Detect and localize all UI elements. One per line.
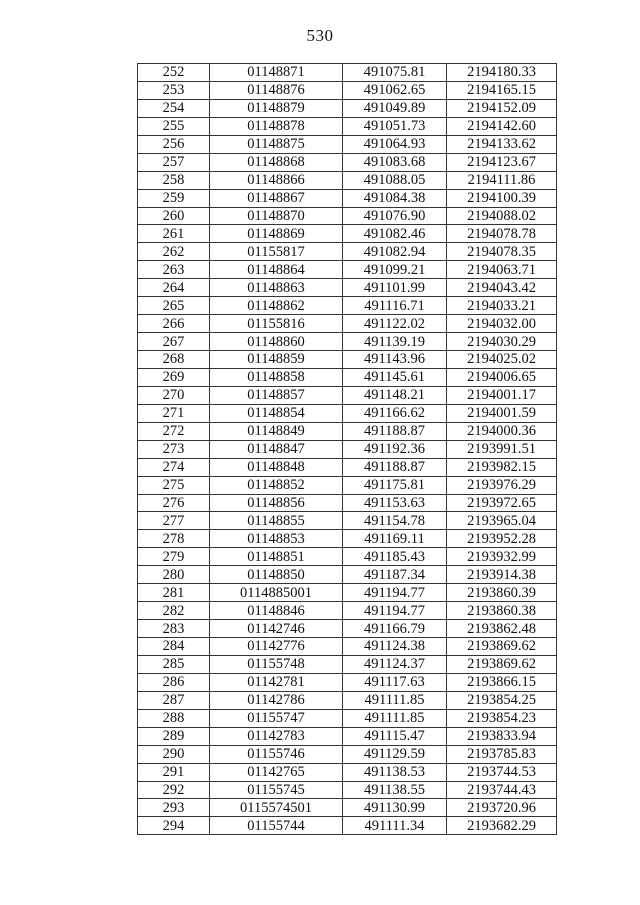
point-id-cell: 01148860 [210,333,343,351]
point-id-cell: 01148854 [210,404,343,422]
table-row [138,64,557,82]
table-row [138,404,557,422]
point-id-cell: 01142776 [210,638,343,656]
table-row [138,153,557,171]
table-row [138,799,557,817]
table-row [138,279,557,297]
y-coordinate-cell: 2194043.42 [447,279,557,297]
point-number-cell: 263 [138,261,210,279]
point-number-cell: 277 [138,512,210,530]
point-id-cell: 01148868 [210,153,343,171]
point-id-cell: 01155748 [210,655,343,673]
table-row [138,691,557,709]
point-id-cell: 01148850 [210,566,343,584]
point-id-cell: 01148879 [210,99,343,117]
x-coordinate-cell: 491145.61 [343,368,447,386]
point-number-cell: 254 [138,99,210,117]
table-row [138,512,557,530]
x-coordinate-cell: 491187.34 [343,566,447,584]
x-coordinate-cell: 491148.21 [343,386,447,404]
y-coordinate-cell: 2194123.67 [447,153,557,171]
table-row [138,171,557,189]
x-coordinate-cell: 491124.38 [343,638,447,656]
point-id-cell: 01148848 [210,458,343,476]
point-number-cell: 278 [138,530,210,548]
x-coordinate-cell: 491088.05 [343,171,447,189]
table-row [138,333,557,351]
point-number-cell: 265 [138,297,210,315]
y-coordinate-cell: 2193869.62 [447,638,557,656]
table-row [138,494,557,512]
y-coordinate-cell: 2194180.33 [447,64,557,82]
point-number-cell: 289 [138,727,210,745]
coordinates-table-body [138,64,557,835]
point-number-cell: 292 [138,781,210,799]
point-number-cell: 273 [138,440,210,458]
point-id-cell: 01148867 [210,189,343,207]
y-coordinate-cell: 2193976.29 [447,476,557,494]
table-row [138,117,557,135]
y-coordinate-cell: 2193785.83 [447,745,557,763]
table-row [138,81,557,99]
x-coordinate-cell: 491115.47 [343,727,447,745]
y-coordinate-cell: 2193952.28 [447,530,557,548]
y-coordinate-cell: 2193972.65 [447,494,557,512]
x-coordinate-cell: 491124.37 [343,655,447,673]
point-id-cell: 01148859 [210,351,343,369]
table-row [138,422,557,440]
point-number-cell: 252 [138,64,210,82]
point-id-cell: 01148878 [210,117,343,135]
y-coordinate-cell: 2193991.51 [447,440,557,458]
point-id-cell: 01148858 [210,368,343,386]
point-number-cell: 267 [138,333,210,351]
y-coordinate-cell: 2193860.38 [447,602,557,620]
point-id-cell: 01148876 [210,81,343,99]
y-coordinate-cell: 2194078.35 [447,243,557,261]
y-coordinate-cell: 2194030.29 [447,333,557,351]
x-coordinate-cell: 491143.96 [343,351,447,369]
point-id-cell: 01148863 [210,279,343,297]
x-coordinate-cell: 491188.87 [343,422,447,440]
x-coordinate-cell: 491194.77 [343,602,447,620]
point-id-cell: 01142786 [210,691,343,709]
point-id-cell: 01148857 [210,386,343,404]
point-number-cell: 258 [138,171,210,189]
table-row [138,261,557,279]
x-coordinate-cell: 491084.38 [343,189,447,207]
y-coordinate-cell: 2194165.15 [447,81,557,99]
point-id-cell: 01155747 [210,709,343,727]
point-number-cell: 287 [138,691,210,709]
point-id-cell: 01148866 [210,171,343,189]
point-number-cell: 272 [138,422,210,440]
table-row [138,135,557,153]
y-coordinate-cell: 2193862.48 [447,620,557,638]
y-coordinate-cell: 2193869.62 [447,655,557,673]
x-coordinate-cell: 491185.43 [343,548,447,566]
y-coordinate-cell: 2194133.62 [447,135,557,153]
point-number-cell: 275 [138,476,210,494]
point-id-cell: 01148852 [210,476,343,494]
table-row [138,566,557,584]
y-coordinate-cell: 2193833.94 [447,727,557,745]
y-coordinate-cell: 2193744.53 [447,763,557,781]
point-number-cell: 286 [138,673,210,691]
y-coordinate-cell: 2193914.38 [447,566,557,584]
point-id-cell: 01148847 [210,440,343,458]
point-id-cell: 01148853 [210,530,343,548]
table-row [138,243,557,261]
table-row [138,458,557,476]
point-id-cell: 01148870 [210,207,343,225]
table-row [138,817,557,835]
y-coordinate-cell: 2194033.21 [447,297,557,315]
point-id-cell: 01148846 [210,602,343,620]
point-id-cell: 01148875 [210,135,343,153]
x-coordinate-cell: 491192.36 [343,440,447,458]
table-row [138,781,557,799]
point-number-cell: 256 [138,135,210,153]
table-row [138,99,557,117]
point-number-cell: 280 [138,566,210,584]
point-id-cell: 01148849 [210,422,343,440]
x-coordinate-cell: 491111.34 [343,817,447,835]
y-coordinate-cell: 2193854.25 [447,691,557,709]
x-coordinate-cell: 491062.65 [343,81,447,99]
y-coordinate-cell: 2194000.36 [447,422,557,440]
point-id-cell: 01148869 [210,225,343,243]
point-number-cell: 285 [138,655,210,673]
point-number-cell: 264 [138,279,210,297]
y-coordinate-cell: 2193744.43 [447,781,557,799]
y-coordinate-cell: 2194100.39 [447,189,557,207]
y-coordinate-cell: 2194032.00 [447,315,557,333]
table-row [138,727,557,745]
table-row [138,207,557,225]
table-row [138,297,557,315]
y-coordinate-cell: 2194001.17 [447,386,557,404]
y-coordinate-cell: 2194142.60 [447,117,557,135]
point-number-cell: 261 [138,225,210,243]
x-coordinate-cell: 491076.90 [343,207,447,225]
point-id-cell: 01148855 [210,512,343,530]
coordinates-table [137,63,557,835]
point-number-cell: 271 [138,404,210,422]
y-coordinate-cell: 2193720.96 [447,799,557,817]
table-row [138,315,557,333]
table-row [138,584,557,602]
y-coordinate-cell: 2193682.29 [447,817,557,835]
point-number-cell: 282 [138,602,210,620]
x-coordinate-cell: 491111.85 [343,709,447,727]
point-number-cell: 293 [138,799,210,817]
point-id-cell: 01148864 [210,261,343,279]
x-coordinate-cell: 491138.55 [343,781,447,799]
x-coordinate-cell: 491049.89 [343,99,447,117]
table-row [138,440,557,458]
point-id-cell: 01155746 [210,745,343,763]
x-coordinate-cell: 491117.63 [343,673,447,691]
point-id-cell: 01142746 [210,620,343,638]
x-coordinate-cell: 491188.87 [343,458,447,476]
table-row [138,709,557,727]
table-row [138,745,557,763]
y-coordinate-cell: 2194078.78 [447,225,557,243]
x-coordinate-cell: 491129.59 [343,745,447,763]
point-id-cell: 01155816 [210,315,343,333]
point-id-cell: 01148856 [210,494,343,512]
point-id-cell: 01148862 [210,297,343,315]
point-number-cell: 283 [138,620,210,638]
point-id-cell: 01142781 [210,673,343,691]
point-number-cell: 255 [138,117,210,135]
point-number-cell: 253 [138,81,210,99]
table-row [138,620,557,638]
table-row [138,368,557,386]
x-coordinate-cell: 491082.94 [343,243,447,261]
point-number-cell: 274 [138,458,210,476]
point-id-cell: 01142783 [210,727,343,745]
x-coordinate-cell: 491064.93 [343,135,447,153]
point-number-cell: 290 [138,745,210,763]
point-number-cell: 276 [138,494,210,512]
y-coordinate-cell: 2194001.59 [447,404,557,422]
x-coordinate-cell: 491130.99 [343,799,447,817]
point-number-cell: 284 [138,638,210,656]
x-coordinate-cell: 491051.73 [343,117,447,135]
point-id-cell: 0114885001 [210,584,343,602]
point-id-cell: 01148851 [210,548,343,566]
table-row [138,351,557,369]
point-id-cell: 01155817 [210,243,343,261]
x-coordinate-cell: 491099.21 [343,261,447,279]
x-coordinate-cell: 491138.53 [343,763,447,781]
table-row [138,673,557,691]
x-coordinate-cell: 491166.79 [343,620,447,638]
point-number-cell: 291 [138,763,210,781]
point-id-cell: 01148871 [210,64,343,82]
x-coordinate-cell: 491082.46 [343,225,447,243]
point-number-cell: 259 [138,189,210,207]
table-row [138,548,557,566]
table-row [138,476,557,494]
point-id-cell: 01155744 [210,817,343,835]
y-coordinate-cell: 2193866.15 [447,673,557,691]
point-id-cell: 01155745 [210,781,343,799]
table-row [138,386,557,404]
y-coordinate-cell: 2194111.86 [447,171,557,189]
x-coordinate-cell: 491122.02 [343,315,447,333]
x-coordinate-cell: 491116.71 [343,297,447,315]
x-coordinate-cell: 491169.11 [343,530,447,548]
point-id-cell: 01142765 [210,763,343,781]
y-coordinate-cell: 2193965.04 [447,512,557,530]
point-number-cell: 268 [138,351,210,369]
y-coordinate-cell: 2193860.39 [447,584,557,602]
point-number-cell: 257 [138,153,210,171]
point-number-cell: 288 [138,709,210,727]
point-number-cell: 266 [138,315,210,333]
y-coordinate-cell: 2194025.02 [447,351,557,369]
x-coordinate-cell: 491111.85 [343,691,447,709]
point-number-cell: 262 [138,243,210,261]
table-row [138,602,557,620]
point-number-cell: 260 [138,207,210,225]
x-coordinate-cell: 491153.63 [343,494,447,512]
y-coordinate-cell: 2194152.09 [447,99,557,117]
point-number-cell: 269 [138,368,210,386]
x-coordinate-cell: 491194.77 [343,584,447,602]
x-coordinate-cell: 491101.99 [343,279,447,297]
y-coordinate-cell: 2194063.71 [447,261,557,279]
y-coordinate-cell: 2194088.02 [447,207,557,225]
y-coordinate-cell: 2194006.65 [447,368,557,386]
y-coordinate-cell: 2193982.15 [447,458,557,476]
point-id-cell: 0115574501 [210,799,343,817]
y-coordinate-cell: 2193854.23 [447,709,557,727]
x-coordinate-cell: 491075.81 [343,64,447,82]
table-row [138,530,557,548]
table-row [138,763,557,781]
table-row [138,189,557,207]
point-number-cell: 294 [138,817,210,835]
table-row [138,638,557,656]
table-row [138,225,557,243]
x-coordinate-cell: 491175.81 [343,476,447,494]
x-coordinate-cell: 491083.68 [343,153,447,171]
table-row [138,655,557,673]
point-number-cell: 279 [138,548,210,566]
x-coordinate-cell: 491139.19 [343,333,447,351]
x-coordinate-cell: 491166.62 [343,404,447,422]
y-coordinate-cell: 2193932.99 [447,548,557,566]
point-number-cell: 281 [138,584,210,602]
x-coordinate-cell: 491154.78 [343,512,447,530]
page-number: 530 [306,26,334,45]
point-number-cell: 270 [138,386,210,404]
